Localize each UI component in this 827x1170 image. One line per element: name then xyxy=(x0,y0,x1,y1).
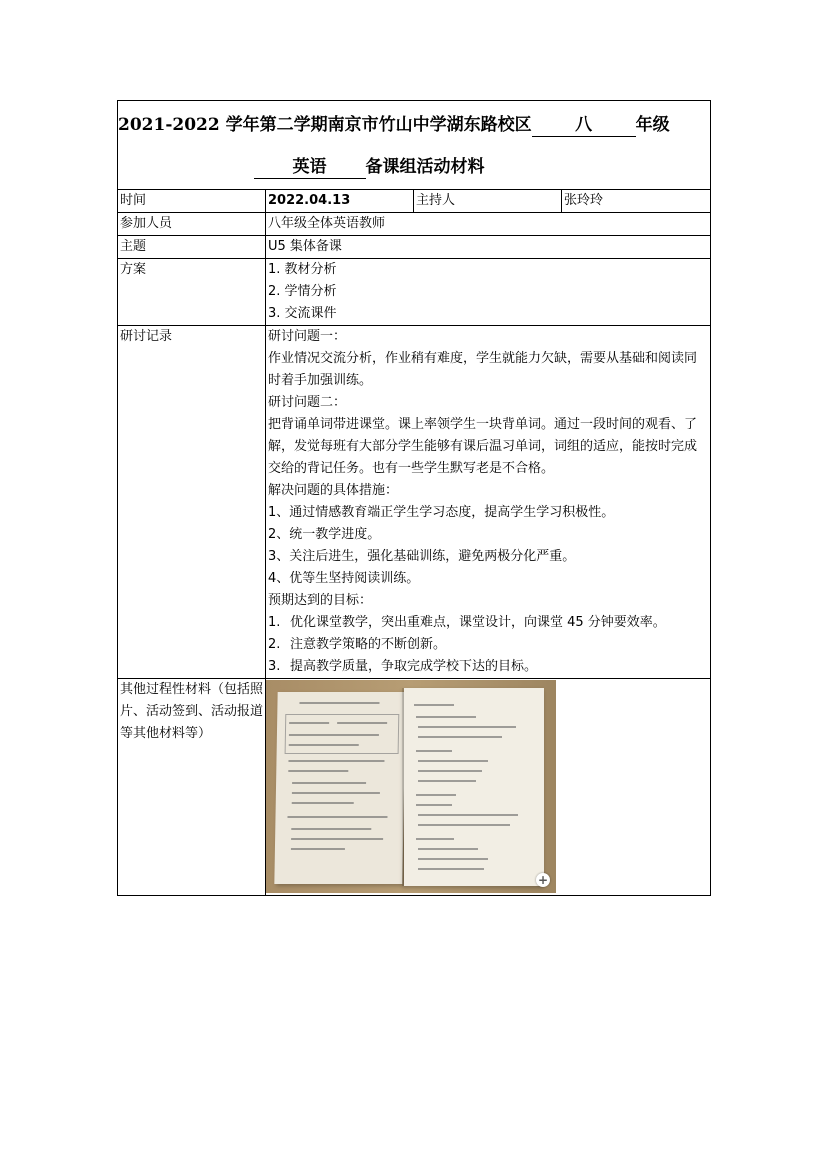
activity-record-table xyxy=(117,100,711,896)
handwriting-line xyxy=(416,838,454,840)
handwriting-line xyxy=(418,868,484,870)
handwriting-line xyxy=(416,750,452,752)
title-suffix: 备课组活动材料 xyxy=(365,157,485,177)
handwriting-line xyxy=(292,782,366,784)
question-1-text: 作业情况交流分析，作业稍有难度，学生就能力欠缺，需要从基础和阅读同时着手加强训练。 xyxy=(268,351,698,388)
question-2-text: 把背诵单词带进课堂。课上率领学生一块背单词。通过一段时间的观看、了解，发觉每班有大部分学生能够有课后温习单词，词组的适应，能按时完成交给的背记任务。也有一些学生默写老是不合格。 xyxy=(268,417,698,476)
notebook-right-page xyxy=(404,688,544,886)
handwriting-line xyxy=(418,770,482,772)
goal-number: 3. xyxy=(268,659,281,674)
plan-label: 方案 xyxy=(118,259,266,326)
host-label: 主持人 xyxy=(414,190,562,213)
other-materials-label: 其他过程性材料（包括照片、活动签到、活动报道等其他材料等） xyxy=(118,679,266,896)
handwriting-line xyxy=(418,760,488,762)
measure-item: 1、通过情感教育端正学生学习态度，提高学生学习积极性。 xyxy=(268,505,615,520)
goal-item xyxy=(268,612,708,634)
handwriting-line xyxy=(418,858,488,860)
handwriting-line xyxy=(418,814,518,816)
goal-number: 2. xyxy=(268,637,281,652)
handwriting-line xyxy=(291,838,383,840)
handwriting-line xyxy=(414,704,454,706)
measure-item: 4、优等生坚持阅读训练。 xyxy=(268,571,420,586)
handwriting-line xyxy=(288,770,348,772)
title-subject: 英语 xyxy=(254,156,366,179)
topic-label: 主题 xyxy=(118,236,266,259)
goal-item xyxy=(268,634,708,656)
plan-value xyxy=(266,259,711,326)
goals-title: 预期达到的目标： xyxy=(268,593,373,608)
goal-text: 优化课堂教学，突出重难点，课堂设计，向课堂 45 分钟要效率。 xyxy=(290,615,666,630)
handwriting-line xyxy=(291,848,345,850)
measure-item: 3、关注后进生，强化基础训练，避免两极分化严重。 xyxy=(268,549,576,564)
title-prefix: 2021-2022 学年第二学期南京市竹山中学湖东路校区 xyxy=(118,115,532,135)
time-label: 时间 xyxy=(118,190,266,213)
title-line-2 xyxy=(118,155,710,179)
goal-item xyxy=(268,656,708,678)
handwriting-line xyxy=(418,848,478,850)
handwriting-line xyxy=(416,716,476,718)
participants-value: 八年级全体英语教师 xyxy=(266,213,711,236)
handwriting-line xyxy=(416,794,456,796)
title-cell xyxy=(118,101,711,190)
plan-item: 1. 教材分析 xyxy=(268,262,337,277)
discussion-value xyxy=(266,326,711,679)
handwriting-line xyxy=(418,736,502,738)
plan-item: 2. 学情分析 xyxy=(268,284,337,299)
title-grade-suffix: 年级 xyxy=(635,115,670,135)
host-value: 张玲玲 xyxy=(562,190,711,213)
handwriting-line xyxy=(292,802,354,804)
handwriting-line xyxy=(289,734,379,736)
notebook-photo[interactable] xyxy=(266,680,556,893)
date-value: 2022.04.13 xyxy=(266,190,414,213)
handwriting-line xyxy=(337,722,387,724)
handwriting-line xyxy=(418,780,476,782)
question-1-title: 研讨问题一： xyxy=(268,329,347,344)
title-grade: 八 xyxy=(532,114,636,137)
expand-icon[interactable]: + xyxy=(537,873,549,887)
handwriting-line xyxy=(289,744,359,746)
measure-item: 2、统一教学进度。 xyxy=(268,527,381,542)
handwriting-line xyxy=(291,828,371,830)
question-2-title: 研讨问题二： xyxy=(268,395,347,410)
goal-text: 提高教学质量，争取完成学校下达的目标。 xyxy=(290,659,538,674)
measures-title: 解决问题的具体措施： xyxy=(268,483,399,498)
goal-number: 1. xyxy=(268,615,281,630)
handwriting-line xyxy=(418,824,510,826)
handwriting-line xyxy=(416,804,452,806)
topic-value: U5 集体备课 xyxy=(266,236,711,259)
goal-text: 注意教学策略的不断创新。 xyxy=(290,637,447,652)
title-line-1 xyxy=(118,113,710,137)
discussion-label: 研讨记录 xyxy=(118,326,266,679)
handwriting-line xyxy=(289,722,329,724)
photo-cell xyxy=(266,679,711,896)
handwriting-line xyxy=(299,702,379,704)
handwriting-line xyxy=(287,816,387,818)
participants-label: 参加人员 xyxy=(118,213,266,236)
handwriting-line xyxy=(288,760,384,762)
notebook-left-page xyxy=(274,692,405,884)
handwriting-line xyxy=(418,726,516,728)
handwriting-line xyxy=(292,792,380,794)
plan-item: 3. 交流课件 xyxy=(268,306,337,321)
